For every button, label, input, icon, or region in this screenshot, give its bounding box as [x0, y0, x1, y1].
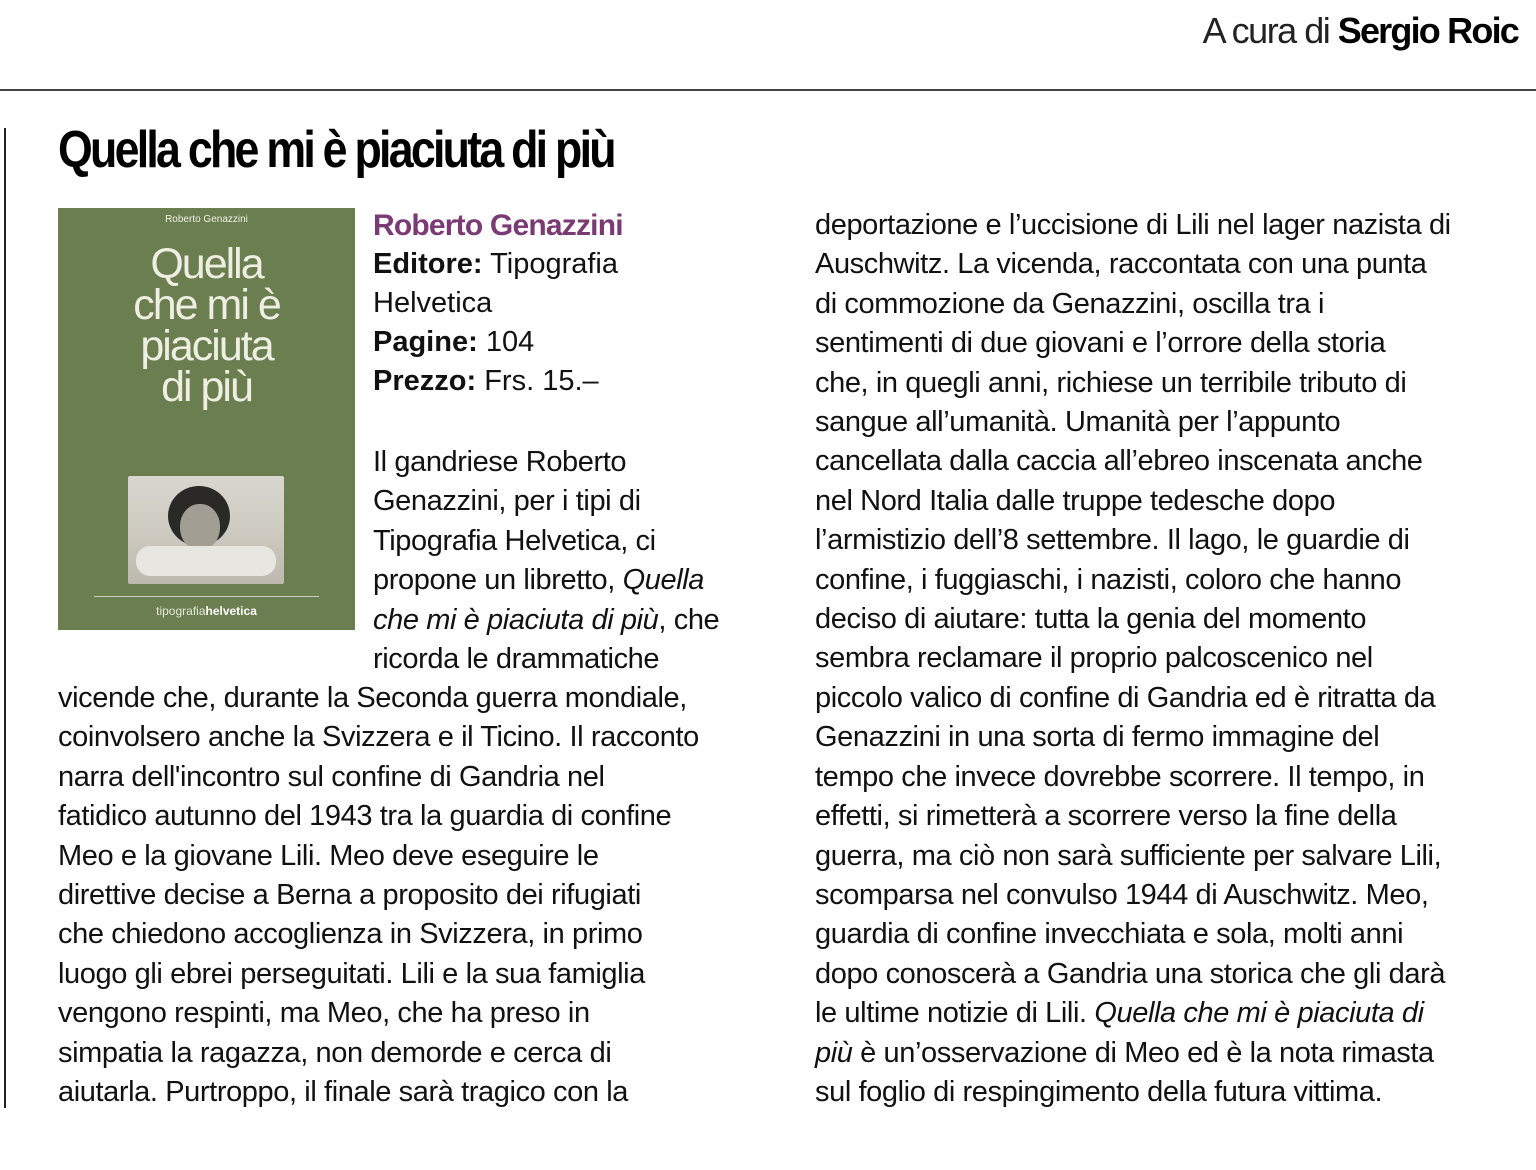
- body-line: deportazione e l’uccisione di Lili nel lager nazista di: [815, 209, 1451, 241]
- cover-title-line: Quella: [150, 240, 263, 288]
- body-line: Genazzini in una sorta di fermo immagine del: [815, 721, 1380, 754]
- body-text: è un’osservazione di Meo ed è la nota rimasta: [860, 1036, 1434, 1069]
- body-line: direttive decise a Berna a proposito dei rifugiati: [58, 879, 641, 912]
- body-line: vengono respinti, ma Meo, che ha preso in: [58, 997, 590, 1030]
- body-text: , che: [658, 603, 720, 636]
- byline: [1203, 10, 1518, 52]
- body-line: simpatia la ragazza, non demorde e cerca di: [58, 1036, 612, 1069]
- cover-title-line: piaciuta: [140, 322, 273, 370]
- book-title-italic: Quella: [622, 564, 705, 597]
- book-cover: [58, 208, 355, 630]
- body-text: le ultime notizie di Lili.: [815, 997, 1087, 1030]
- body-line: tempo che invece dovrebbe scorrere. Il tempo, in: [815, 760, 1425, 793]
- cover-divider: [94, 596, 319, 597]
- body-line: deciso di aiutare: tutta la genia del momento: [815, 603, 1367, 636]
- cover-publisher-bold: helvetica: [205, 604, 257, 618]
- body-line: aiutarla. Purtroppo, il finale sarà tragico con la: [58, 1076, 628, 1109]
- body-line: [373, 601, 763, 640]
- cover-photo: [128, 476, 284, 584]
- body-line: ricorda le drammatiche: [373, 643, 660, 676]
- pages-value: 104: [485, 326, 535, 358]
- body-line: [815, 1034, 1527, 1073]
- byline-name: Sergio Roic: [1337, 10, 1518, 51]
- body-column-1-top: [373, 443, 763, 679]
- book-title-italic: Quella che mi è piaciuta di: [1094, 997, 1424, 1030]
- body-line: sul foglio di respingimento della futura vittima.: [815, 1075, 1383, 1108]
- left-divider: [4, 128, 6, 1108]
- cover-author: Roberto Genazzini: [165, 214, 248, 225]
- pages-row: [373, 323, 623, 362]
- book-info: [373, 206, 623, 401]
- price-label: Prezzo:: [373, 365, 477, 397]
- cover-title-line: che mi è: [133, 281, 280, 329]
- body-line: che, in quegli anni, richiese un terribile tributo di: [815, 366, 1407, 399]
- body-line: narra dell'incontro sul confine di Gandria nel: [58, 760, 605, 793]
- byline-prefix: A cura di: [1202, 10, 1330, 51]
- body-line: sentimenti di due giovani e l’orrore della storia: [815, 327, 1386, 360]
- book-author: Roberto Genazzini: [373, 209, 623, 242]
- article-headline: Quella che mi è piaciuta di più: [58, 121, 614, 179]
- body-line: [815, 994, 1527, 1033]
- body-line: piccolo valico di confine di Gandria ed è ritratta da: [815, 681, 1436, 714]
- publisher-row-cont: Helvetica: [373, 287, 493, 319]
- body-line: l’armistizio dell’8 settembre. Il lago, le guardie di: [815, 524, 1410, 557]
- body-column-2: [815, 206, 1527, 1112]
- body-column-1-bottom: [58, 679, 770, 1112]
- body-line: dopo conoscerà a Gandria una storica che gli darà: [815, 957, 1446, 990]
- book-title-italic: che mi è piaciuta di più: [373, 603, 659, 636]
- body-line: luogo gli ebrei perseguitati. Lili e la sua famiglia: [58, 957, 645, 990]
- body-text: propone un libretto,: [373, 564, 615, 597]
- publisher-value: Tipografia: [490, 248, 618, 280]
- body-line: che chiedono accoglienza in Svizzera, in primo: [58, 918, 643, 951]
- photo-arms: [136, 546, 276, 576]
- cover-publisher-light: tipografia: [156, 604, 206, 618]
- body-line: [373, 561, 763, 600]
- body-line: confine, i fuggiaschi, i nazisti, coloro che hanno: [815, 563, 1402, 596]
- body-line: Genazzini, per i tipi di: [373, 485, 641, 518]
- body-line: Il gandriese Roberto: [373, 446, 627, 478]
- top-divider: [0, 89, 1536, 91]
- price-row: [373, 362, 623, 401]
- body-line: Tipografia Helvetica, ci: [373, 524, 656, 557]
- body-line: sangue all’umanità. Umanità per l’appunto: [815, 406, 1341, 439]
- body-line: scomparsa nel convulso 1944 di Auschwitz. Meo,: [815, 878, 1429, 911]
- pages-label: Pagine:: [373, 326, 478, 358]
- body-line: sembra reclamare il proprio palcoscenico nel: [815, 642, 1373, 675]
- publisher-label: Editore:: [373, 248, 483, 280]
- cover-title: [58, 240, 355, 411]
- publisher-row: [373, 245, 623, 284]
- photo-face: [180, 504, 220, 550]
- body-line: vicende che, durante la Seconda guerra mondiale,: [58, 682, 687, 714]
- body-line: guardia di confine invecchiata e sola, molti anni: [815, 918, 1404, 951]
- body-line: effetti, si rimetterà a scorrere verso la fine della: [815, 800, 1397, 833]
- book-title-italic: più: [815, 1036, 853, 1069]
- cover-publisher: [58, 604, 355, 618]
- body-line: fatidico autunno del 1943 tra la guardia di confine: [58, 800, 672, 833]
- body-line: guerra, ma ciò non sarà sufficiente per salvare Lili,: [815, 839, 1442, 872]
- body-line: Meo e la giovane Lili. Meo deve eseguire le: [58, 839, 599, 872]
- body-line: cancellata dalla caccia all’ebreo inscenata anche: [815, 445, 1423, 478]
- body-line: nel Nord Italia dalle truppe tedesche dopo: [815, 484, 1336, 517]
- body-line: Auschwitz. La vicenda, raccontata con una punta: [815, 248, 1427, 281]
- body-line: coinvolsero anche la Svizzera e il Ticino. Il racconto: [58, 721, 699, 754]
- cover-title-line: di più: [161, 363, 252, 411]
- body-line: di commozione da Genazzini, oscilla tra i: [815, 287, 1325, 320]
- price-value: Frs. 15.–: [484, 365, 599, 397]
